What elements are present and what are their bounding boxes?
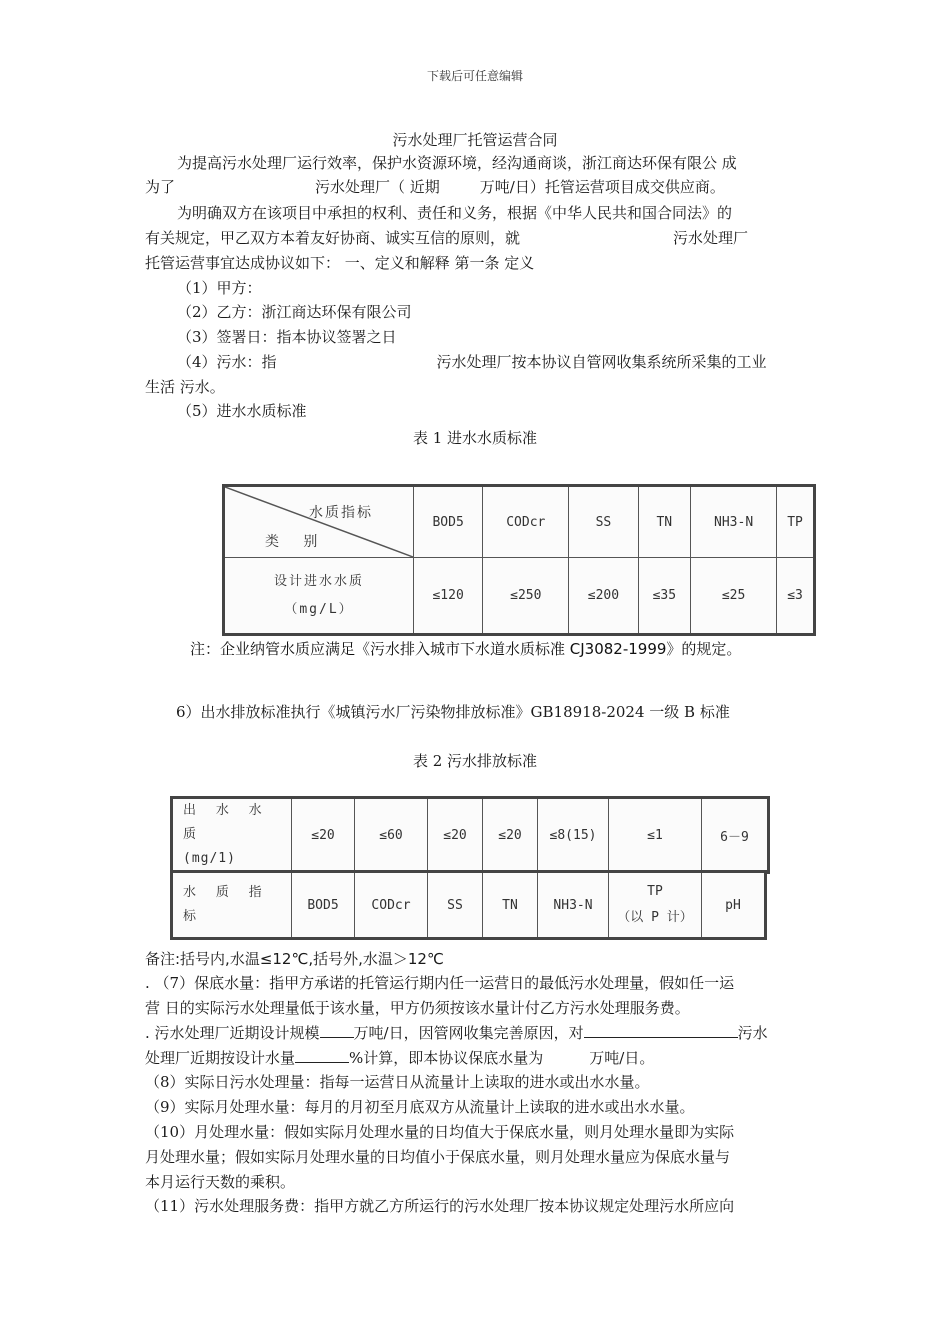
blank-percent [295, 1048, 349, 1063]
table2-r1-v2: ≤20 [428, 798, 483, 873]
item-10-line-3: 本月运行天数的乘积。 [145, 1173, 296, 1191]
table2-r1-v3: ≤20 [483, 798, 538, 873]
table2-r2-v3: TN [483, 872, 538, 939]
effluent-table-values [170, 796, 770, 874]
intro-line-3: 为明确双方在该项目中承担的权利、责任和义务，根据《中华人民共和国合同法》的 [177, 204, 733, 222]
item-7-line-3-a: . 污水处理厂近期设计规模 [145, 1024, 320, 1042]
table2-row2-label: 水 质 指 标 [172, 872, 292, 939]
table2-r1-v0: ≤20 [292, 798, 355, 873]
item-7-line-4-a: 处理厂近期按设计水量 [145, 1049, 296, 1067]
table1-col-2: SS [569, 486, 638, 558]
intro-line-2-mid: 污水处理厂（ 近期 [315, 178, 440, 196]
item-7-line-3-c: 污水 [737, 1024, 768, 1042]
page-header: 下载后可任意编辑 [426, 69, 523, 83]
table1-header-bottom: 类 别 [265, 534, 326, 550]
table1-val-1: ≤250 [483, 558, 569, 635]
item-7-line-4-b: %计算，即本协议保底水量为 [349, 1049, 544, 1067]
table1-header-top: 水质指标 [309, 505, 373, 521]
table2-r2-v2: SS [428, 872, 483, 939]
item-6: 6）出水排放标准执行《城镇污水厂污染物排放标准》GB18918-2024 一级 B 标准 [176, 703, 730, 721]
intro-line-2 [145, 177, 725, 197]
table2-row1-label-2: (mg/1) [183, 851, 236, 866]
table2-caption: 表 2 污水排放标准 [412, 752, 538, 770]
table2-row1-label-1: 出 水 水 质 [183, 803, 268, 842]
table2-r1-v1: ≤60 [355, 798, 428, 873]
def-4 [177, 352, 767, 372]
item-8: （8）实际日污水处理量：指每一运营日从流量计上读取的进水或出水水量。 [145, 1073, 650, 1091]
intro-line-4-post: 污水处理厂 [673, 229, 749, 247]
table2-r1-v4: ≤8(15) [538, 798, 609, 873]
table1-col-4: NH3-N [691, 486, 777, 558]
table2-remark: 备注:括号内,水温≤12℃,括号外,水温＞12℃ [145, 950, 444, 968]
intro-line-5: 托管运营事宜达成协议如下： 一、定义和解释 第一条 定义 [145, 254, 535, 272]
table2-r2-v1: CODcr [355, 872, 428, 939]
blank-plant-name [584, 1023, 738, 1038]
table2-tp-2: （以 P 计） [617, 910, 693, 925]
table1-col-1: CODcr [483, 486, 569, 558]
table1-caption: 表 1 进水水质标准 [412, 429, 538, 447]
item-10-line-1: （10）月处理水量：假如实际月处理水量的日均值大于保底水量，则月处理水量即为实际 [145, 1123, 735, 1141]
table1-val-0: ≤120 [414, 558, 483, 635]
item-7-line-4-c: 万吨/日。 [589, 1049, 655, 1067]
def-4-post: 污水处理厂按本协议自管网收集系统所采集的工业 [436, 353, 767, 371]
table2-ph: pH [702, 872, 766, 939]
table1-val-2: ≤200 [569, 558, 638, 635]
item-11-line-1: （11）污水处理服务费：指甲方就乙方所运行的污水处理厂按本协议规定处理污水所应向 [145, 1197, 735, 1215]
table1-col-0: BOD5 [414, 486, 483, 558]
table1-col-5: TP [777, 486, 815, 558]
table1-val-5: ≤3 [777, 558, 815, 635]
table1-diagonal-header [224, 486, 414, 558]
inflow-quality-table [222, 484, 816, 636]
item-7-line-3-b: 万吨/日，因管网收集完善原因，对 [353, 1024, 584, 1042]
def-4-pre: （4）污水：指 [177, 353, 277, 371]
item-9: （9）实际月处理水量：每月的月初至月底双方从流量计上读取的进水或出水水量。 [145, 1098, 695, 1116]
intro-line-1: 为提高污水处理厂运行效率，保护水资源环境，经沟通商谈，浙江商达环保有限公 成 [177, 154, 737, 172]
table1-row-label-1: 设计进水水质 [273, 573, 364, 589]
table2-row1-label [172, 798, 292, 873]
table1-row-label-2: （mg/L） [284, 601, 354, 617]
effluent-table-indicators [170, 870, 767, 940]
table1-val-4: ≤25 [691, 558, 777, 635]
intro-line-2-post: 万吨/日）托管运营项目成交供应商。 [479, 178, 725, 196]
item-10-line-2: 月处理水量；假如实际月处理水量的日均值小于保底水量，则月处理水量应为保底水量与 [145, 1148, 731, 1166]
intro-line-4-pre: 有关规定，甲乙双方本着友好协商、诚实互信的原则，就 [145, 229, 521, 247]
table2-tp-1: TP [647, 884, 663, 899]
item-7-line-3 [145, 1023, 768, 1043]
def-1: （1）甲方： [177, 279, 262, 297]
table1-row-label [224, 558, 414, 635]
item-7-line-2: 营 日的实际污水处理量低于该水量，甲方仍须按该水量计付乙方污水处理服务费。 [145, 999, 690, 1017]
table2-r2-v0: BOD5 [292, 872, 355, 939]
table2-r2-v4: NH3-N [538, 872, 609, 939]
item-7-line-4 [145, 1048, 654, 1068]
intro-line-4 [145, 228, 748, 248]
item-7-line-1: . （7）保底水量：指甲方承诺的托管运行期内任一运营日的最低污水处理量，假如任一运 [145, 974, 735, 992]
table1-val-3: ≤35 [638, 558, 690, 635]
def-3: （3）签署日：指本协议签署之日 [177, 328, 397, 346]
table2-tp-cell [609, 872, 702, 939]
def-4-cont: 生活 污水。 [145, 378, 225, 396]
intro-line-2-pre: 为了 [145, 178, 176, 196]
blank-design-scale [320, 1023, 354, 1038]
document-title: 污水处理厂托管运营合同 [392, 131, 558, 149]
def-5: （5）进水水质标准 [177, 402, 307, 420]
table1-note: 注：企业纳管水质应满足《污水排入城市下水道水质标准 CJ3082-1999》的规定。 [190, 640, 742, 658]
table1-col-3: TN [638, 486, 690, 558]
def-2: （2）乙方：浙江商达环保有限公司 [177, 303, 412, 321]
table2-r1-v5: ≤1 [609, 798, 702, 873]
table2-r1-v6: 6－9 [702, 798, 769, 873]
